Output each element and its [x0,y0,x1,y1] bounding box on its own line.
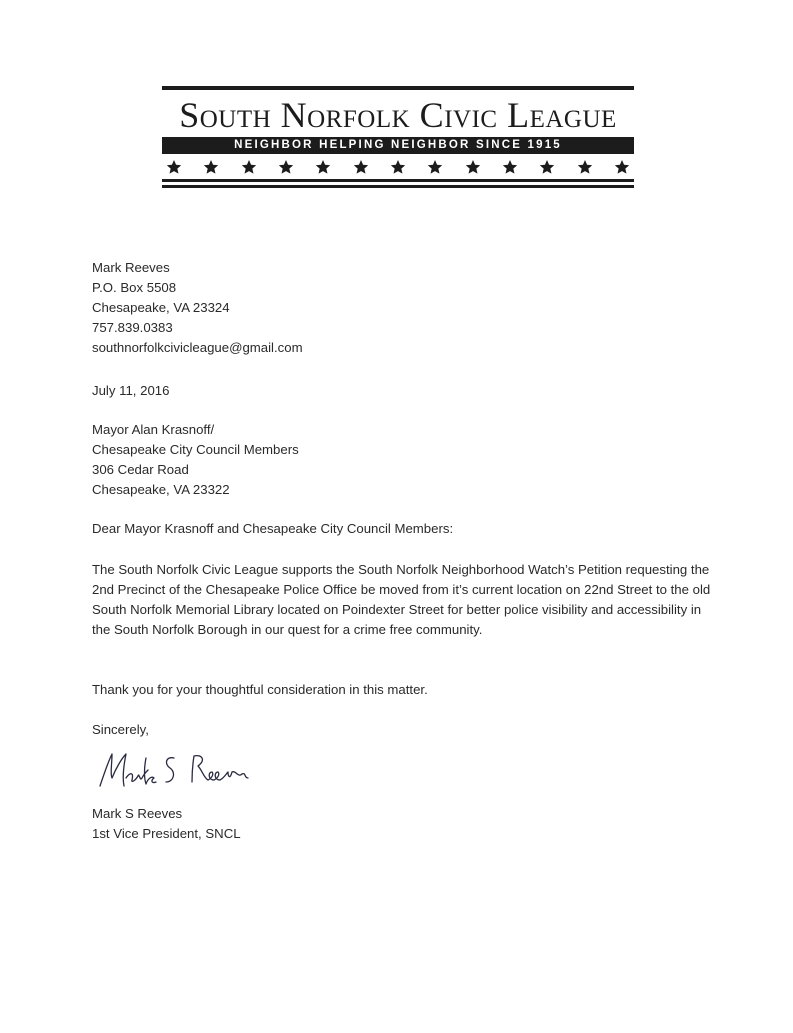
letterhead-bottom-rule-2 [162,185,634,188]
letterhead [162,86,634,188]
letter-date: July 11, 2016 [92,383,170,398]
star-icon [353,159,369,175]
sender-email: southnorfolkcivicleague@gmail.com [92,340,303,355]
star-icon [427,159,443,175]
letterhead-top-rule [162,86,634,90]
body-paragraph-2: Thank you for your thoughtful consideration in this matter. [92,682,428,697]
sender-address-block [92,258,303,358]
recipient-line-4: Chesapeake, VA 23322 [92,482,230,497]
letterhead-tagline: NEIGHBOR HELPING NEIGHBOR SINCE 1915 [162,137,634,154]
organization-name: South Norfolk Civic League [179,95,617,135]
recipient-line-2: Chesapeake City Council Members [92,442,299,457]
star-icon [539,159,555,175]
star-icon [465,159,481,175]
recipient-address-block [92,420,299,500]
recipient-line-3: 306 Cedar Road [92,462,189,477]
star-icon [614,159,630,175]
star-icon [577,159,593,175]
signatory-name: Mark S Reeves [92,806,183,821]
letterhead-bottom-rule [162,179,634,182]
body-paragraph-1: The South Norfolk Civic League supports the South Norfolk Neighborhood Watch’s Petition requesting the 2nd Precinct of the Chesapeake Police Office be moved from it’s current location on 22nd Street to the old South Norfolk Memorial Library located on Poindexter Street for better police visibility and accessibility in the South Norfolk Borough in our quest for a crime free community. [92,562,711,637]
sender-po-box: P.O. Box 5508 [92,280,177,295]
closing: Sincerely, [92,722,149,737]
star-row [162,156,634,178]
star-icon [241,159,257,175]
signatory-block [92,804,241,844]
star-icon [502,159,518,175]
salutation: Dear Mayor Krasnoff and Chesapeake City Council Members: [92,521,454,536]
sender-city-state-zip: Chesapeake, VA 23324 [92,300,230,315]
sender-phone: 757.839.0383 [92,320,173,335]
star-icon [166,159,182,175]
star-icon [203,159,219,175]
star-icon [390,159,406,175]
recipient-line-1: Mayor Alan Krasnoff/ [92,422,215,437]
star-icon [315,159,331,175]
sender-name: Mark Reeves [92,260,170,275]
star-icon [278,159,294,175]
signatory-title: 1st Vice President, SNCL [92,826,241,841]
handwritten-signature [96,748,256,794]
